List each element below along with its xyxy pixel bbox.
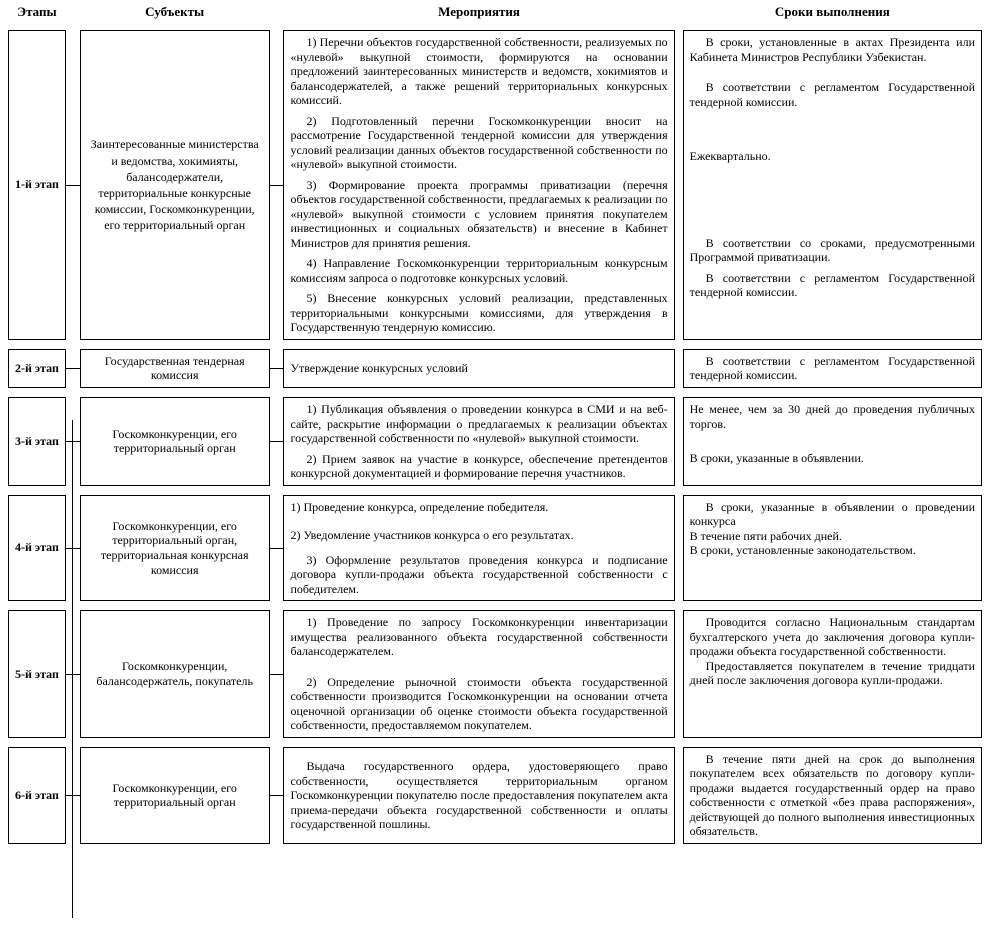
- events-cell: [283, 30, 674, 340]
- subject-text: Госкомконкуренции, его территориальный орган, территориальная конкурсная комиссия: [100, 518, 249, 577]
- terms-cell: [683, 495, 982, 602]
- table-row: [8, 349, 982, 388]
- event-item: 2) Подготовленный перечни Госкомконкуренции вносит на рассмотрение Государственной тендерной комиссии для утверждения условий реализации данных объектов государственной собственности по «нулевой» выкупной стоимости.: [290, 113, 668, 172]
- term-item: В сроки, указанные в объявлении о проведении конкурса: [689, 499, 975, 529]
- event-item: 2) Уведомление участников конкурса о его результатах.: [290, 528, 574, 543]
- event-item: 4) Направление Госкомконкуренции территориальным конкурсным комиссиям запроса о подготовке конкурсных условий.: [290, 256, 668, 285]
- term-item: В соответствии с регламентом Государственной тендерной комиссии.: [689, 353, 975, 383]
- event-item: 3) Формирование проекта программы приватизации (перечня объектов государственной собственности, предлагаемых к реализации по «нулевой» выкупной стоимости с условием принятия покупателем инвестиционных и социальных обязательств) и внесение в Кабинет Министров для принятия решения.: [290, 177, 668, 250]
- event-item: 1) Проведение по запросу Госкомконкуренции инвентаризации имущества реализованного объекта государственной собственности балансодержателем.: [290, 615, 668, 659]
- connector: [66, 349, 80, 388]
- table-row: [8, 610, 982, 738]
- term-item: В соответствии со сроками, предусмотренными Программой приватизации.: [689, 235, 975, 265]
- subject-text: Госкомконкуренции, его территориальный орган: [112, 426, 237, 456]
- stage-label: 3-й этап: [8, 397, 66, 486]
- event-item: Выдача государственного ордера, удостоверяющего право собственности, осуществляется территориальным органом Госкомконкуренции покупателю после предоставления покупателем акта приема-передачи объекта государственной собственности и оплаты государственной пошлины.: [290, 759, 668, 832]
- subject-cell: [80, 747, 270, 844]
- event-item: 1) Публикация объявления о проведении конкурса в СМИ и на веб-сайте, раскрытие информации о предлагаемых к реализации объектах государственной собственности по «нулевой» выкупной стоимости.: [290, 402, 668, 446]
- subject-text: Госкомконкуренции, его территориальный орган: [112, 780, 237, 810]
- term-item: В соответствии с регламентом Государственной тендерной комиссии.: [689, 270, 975, 300]
- event-item: 1) Перечни объектов государственной собственности, реализуемых по «нулевой» выкупной стоимости, формируются на основании предложений заинтересованных министерств и ведомств, хокимиятов и балансодержателей, а также решений территориальных конкурсных комиссий.: [290, 35, 668, 108]
- term-item: Предоставляется покупателем в течение тридцати дней после заключения договора купли-продажи.: [689, 658, 975, 688]
- subject-cell: [80, 495, 270, 602]
- event-item: 5) Внесение конкурсных условий реализации, представленных территориальными конкурсными комиссиями, для утверждения в Государственную тендерную комиссию.: [290, 291, 668, 335]
- events-cell: [283, 397, 674, 486]
- table-row: [8, 397, 982, 486]
- header-subject: Субъекты: [145, 4, 205, 19]
- subject-text: Государственная тендерная комиссия: [104, 353, 245, 383]
- table-row: [8, 747, 982, 844]
- term-item: Ежеквартально.: [689, 149, 771, 164]
- terms-cell: [683, 349, 982, 388]
- stage-label: 1-й этап: [8, 30, 66, 340]
- event-item: 3) Оформление результатов проведения конкурса и подписание договора купли-продажи объекта государственной собственности с победителем.: [290, 552, 668, 596]
- term-item: Проводится согласно Национальным стандартам бухгалтерского учета до заключения договора купли-продажи объекта государственной собственности.: [689, 615, 975, 659]
- term-item: Не менее, чем за 30 дней до проведения публичных торгов.: [689, 402, 975, 431]
- connector: [270, 610, 284, 738]
- events-cell: [283, 610, 674, 738]
- connector: [270, 397, 284, 486]
- term-item: В течение пяти дней на срок до выполнения покупателем всех обязательств по договору купли-продажи выдается государственный ордер на право собственности с отметкой «без права распоряжения», действующей до полного выполнения инвестиционных обязательств.: [689, 751, 975, 839]
- event-item: 1) Проведение конкурса, определение победителя.: [290, 499, 549, 514]
- term-item: В соответствии с регламентом Государственной тендерной комиссии.: [689, 80, 975, 109]
- header-terms: Сроки выполнения: [774, 4, 890, 19]
- subject-cell: [80, 30, 270, 340]
- terms-cell: [683, 747, 982, 844]
- terms-cell: [683, 397, 982, 486]
- subject-cell: [80, 610, 270, 738]
- stage-label: 5-й этап: [8, 610, 66, 738]
- connector: [270, 495, 284, 602]
- term-item: В сроки, установленные законодательством.: [689, 543, 916, 558]
- table-row: [8, 30, 982, 340]
- header-events: Мероприятия: [438, 4, 520, 19]
- connector: [66, 30, 80, 340]
- table-header-row: [8, 4, 982, 30]
- subject-text: Госкомконкуренции, балансодержатель, покупатель: [96, 659, 253, 688]
- term-item: В сроки, указанные в объявлении.: [689, 451, 864, 466]
- connector: [270, 747, 284, 844]
- stage-label: 6-й этап: [8, 747, 66, 844]
- event-item: 2) Определение рыночной стоимости объекта государственной собственности производится Госкомконкуренции на основании отчета оценочной организации об оценке стоимости объекта государственной собственности, предоставляемом покупателем.: [290, 674, 668, 733]
- table-row: [8, 495, 982, 602]
- header-stage: Этапы: [17, 4, 57, 19]
- event-item: 2) Прием заявок на участие в конкурсе, обеспечение претендентов конкурсной документацией и формирование перечня участников.: [290, 451, 668, 481]
- flow-spine: [72, 420, 73, 918]
- term-item: В течение пяти рабочих дней.: [689, 528, 842, 543]
- term-item: В сроки, установленные в актах Президента или Кабинета Министров Республики Узбекистан.: [689, 35, 975, 64]
- stage-label: 4-й этап: [8, 495, 66, 602]
- events-cell: [283, 747, 674, 844]
- events-cell: [283, 349, 674, 388]
- connector: [270, 30, 284, 340]
- subject-text: Заинтересованные министерства и ведомства, хокимияты, балансодержатели, территориальные конкурсные комиссии, Госкомконкуренции, его территориальный орган: [90, 137, 259, 233]
- subject-cell: [80, 397, 270, 486]
- stage-label: 2-й этап: [8, 349, 66, 388]
- event-item: Утверждение конкурсных условий: [290, 361, 468, 376]
- events-cell: [283, 495, 674, 602]
- terms-cell: [683, 30, 982, 340]
- terms-cell: [683, 610, 982, 738]
- connector: [270, 349, 284, 388]
- subject-cell: [80, 349, 270, 388]
